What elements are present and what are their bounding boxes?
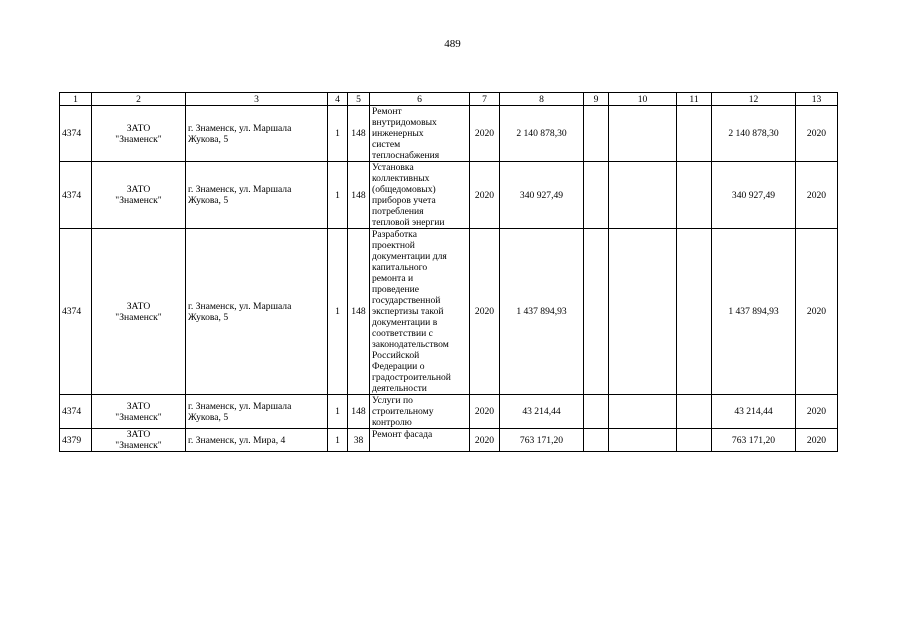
col5-cell: 148	[348, 395, 370, 429]
code-cell: 4374	[60, 106, 92, 162]
col4-cell: 1	[328, 229, 348, 395]
col5-cell: 148	[348, 229, 370, 395]
work-type-cell-line: соответствии с	[372, 328, 433, 339]
work-type-cell-line: тепловой энергии	[372, 217, 445, 228]
col12-cell: 340 927,49	[712, 162, 796, 229]
total-cell: 2 140 878,30	[500, 106, 584, 162]
col10-cell	[609, 162, 677, 229]
col13-cell: 2020	[796, 395, 838, 429]
work-type-cell-line: приборов учета	[372, 195, 436, 206]
col9-cell	[584, 229, 609, 395]
col9-cell	[584, 106, 609, 162]
municipality-cell-line: "Знаменск"	[115, 440, 162, 451]
municipality-cell-line: ЗАТО	[126, 122, 151, 134]
table-header-row	[60, 93, 838, 106]
col11-cell	[677, 229, 712, 395]
year-cell: 2020	[470, 106, 500, 162]
work-type-cell-line: инженерных	[372, 128, 424, 139]
work-type-cell	[370, 429, 470, 452]
year-cell: 2020	[470, 229, 500, 395]
work-type-cell-line: теплоснабжения	[372, 150, 440, 161]
address-cell	[186, 162, 328, 229]
col10-cell	[609, 395, 677, 429]
work-type-cell-line: Российской	[372, 350, 420, 361]
total-cell: 763 171,20	[500, 429, 584, 452]
code-cell: 4374	[60, 162, 92, 229]
year-cell: 2020	[470, 429, 500, 452]
work-type-cell-line: Услуги по	[372, 395, 413, 406]
table-row	[60, 229, 838, 395]
municipality-cell	[92, 229, 186, 395]
col12-cell: 2 140 878,30	[712, 106, 796, 162]
work-type-cell-line: (общедомовых)	[372, 184, 436, 195]
col12-cell: 43 214,44	[712, 395, 796, 429]
work-type-cell	[370, 229, 470, 395]
column-header: 6	[370, 93, 470, 106]
column-header: 3	[186, 93, 328, 106]
work-type-cell	[370, 395, 470, 429]
table-row	[60, 395, 838, 429]
code-cell: 4374	[60, 229, 92, 395]
column-header: 8	[500, 93, 584, 106]
col11-cell	[677, 429, 712, 452]
work-type-cell-line: Ремонт фасада	[372, 429, 433, 440]
code-cell: 4379	[60, 429, 92, 452]
col9-cell	[584, 162, 609, 229]
col11-cell	[677, 395, 712, 429]
work-type-cell-line: систем	[372, 139, 401, 150]
work-type-cell-line: строительному	[372, 406, 434, 417]
col13-cell: 2020	[796, 429, 838, 452]
column-header: 5	[348, 93, 370, 106]
address-cell-line: г. Знаменск, ул. Мира, 4	[188, 434, 286, 446]
address-cell-line: г. Знаменск, ул. Маршала	[188, 122, 292, 134]
municipality-cell	[92, 429, 186, 452]
work-type-cell	[370, 106, 470, 162]
work-type-cell-line: государственной	[372, 295, 441, 306]
work-type-cell-line: ремонта и	[372, 273, 414, 284]
column-header: 10	[609, 93, 677, 106]
work-type-cell	[370, 162, 470, 229]
municipality-cell	[92, 395, 186, 429]
col13-cell: 2020	[796, 162, 838, 229]
code-cell: 4374	[60, 395, 92, 429]
address-cell-line: г. Знаменск, ул. Маршала	[188, 184, 292, 195]
municipality-cell	[92, 162, 186, 229]
work-type-cell-line: коллективных	[372, 173, 430, 184]
work-type-cell-line: Федерации о	[372, 361, 425, 372]
column-header: 9	[584, 93, 609, 106]
municipality-cell-line: ЗАТО	[126, 429, 151, 440]
work-type-cell-line: потребления	[372, 206, 424, 217]
municipality-cell-line: "Знаменск"	[115, 133, 162, 145]
col12-cell: 1 437 894,93	[712, 229, 796, 395]
col5-cell: 148	[348, 106, 370, 162]
col13-cell: 2020	[796, 106, 838, 162]
work-type-cell-line: Разработка	[372, 229, 417, 240]
work-type-cell-line: экспертизы такой	[372, 306, 444, 317]
address-cell	[186, 229, 328, 395]
column-header: 4	[328, 93, 348, 106]
year-cell: 2020	[470, 395, 500, 429]
total-cell: 43 214,44	[500, 395, 584, 429]
work-type-cell-line: внутридомовых	[372, 117, 437, 128]
col9-cell	[584, 395, 609, 429]
municipality-cell-line: ЗАТО	[126, 300, 151, 312]
column-header: 12	[712, 93, 796, 106]
col11-cell	[677, 106, 712, 162]
municipality-cell-line: ЗАТО	[126, 184, 151, 195]
year-cell: 2020	[470, 162, 500, 229]
address-cell	[186, 106, 328, 162]
column-header: 13	[796, 93, 838, 106]
work-type-cell-line: проектной	[372, 240, 415, 251]
table-row	[60, 162, 838, 229]
work-type-cell-line: документации в	[372, 317, 438, 328]
work-type-cell-line: проведение	[372, 284, 419, 295]
col4-cell: 1	[328, 429, 348, 452]
address-cell	[186, 429, 328, 452]
col10-cell	[609, 429, 677, 452]
municipality-cell-line: ЗАТО	[126, 400, 151, 412]
municipality-cell	[92, 106, 186, 162]
page-number: 489	[444, 38, 461, 50]
work-type-cell-line: капитального	[372, 262, 428, 273]
address-cell-line: Жукова, 5	[188, 411, 229, 423]
work-type-cell-line: деятельности	[372, 383, 427, 394]
address-cell-line: Жукова, 5	[188, 311, 229, 323]
municipality-cell-line: "Знаменск"	[115, 411, 162, 423]
col4-cell: 1	[328, 395, 348, 429]
municipality-cell-line: "Знаменск"	[115, 195, 162, 206]
col5-cell: 38	[348, 429, 370, 452]
col12-cell: 763 171,20	[712, 429, 796, 452]
table-row	[60, 106, 838, 162]
col10-cell	[609, 229, 677, 395]
work-type-cell-line: Установка	[372, 162, 414, 173]
work-type-cell-line: градостроительной	[372, 372, 451, 383]
col4-cell: 1	[328, 162, 348, 229]
address-cell-line: Жукова, 5	[188, 133, 229, 145]
address-cell-line: г. Знаменск, ул. Маршала	[188, 400, 292, 412]
column-header: 2	[92, 93, 186, 106]
work-type-cell-line: законодательством	[372, 339, 449, 350]
works-table	[59, 92, 838, 452]
col4-cell: 1	[328, 106, 348, 162]
total-cell: 340 927,49	[500, 162, 584, 229]
work-type-cell-line: Ремонт	[372, 106, 402, 117]
address-cell-line: Жукова, 5	[188, 195, 229, 206]
col11-cell	[677, 162, 712, 229]
col13-cell: 2020	[796, 229, 838, 395]
col9-cell	[584, 429, 609, 452]
table-row	[60, 429, 838, 452]
address-cell	[186, 395, 328, 429]
work-type-cell-line: документации для	[372, 251, 447, 262]
column-header: 11	[677, 93, 712, 106]
col5-cell: 148	[348, 162, 370, 229]
col10-cell	[609, 106, 677, 162]
column-header: 1	[60, 93, 92, 106]
column-header: 7	[470, 93, 500, 106]
address-cell-line: г. Знаменск, ул. Маршала	[188, 300, 292, 312]
total-cell: 1 437 894,93	[500, 229, 584, 395]
work-type-cell-line: контролю	[372, 417, 412, 428]
municipality-cell-line: "Знаменск"	[115, 311, 162, 323]
